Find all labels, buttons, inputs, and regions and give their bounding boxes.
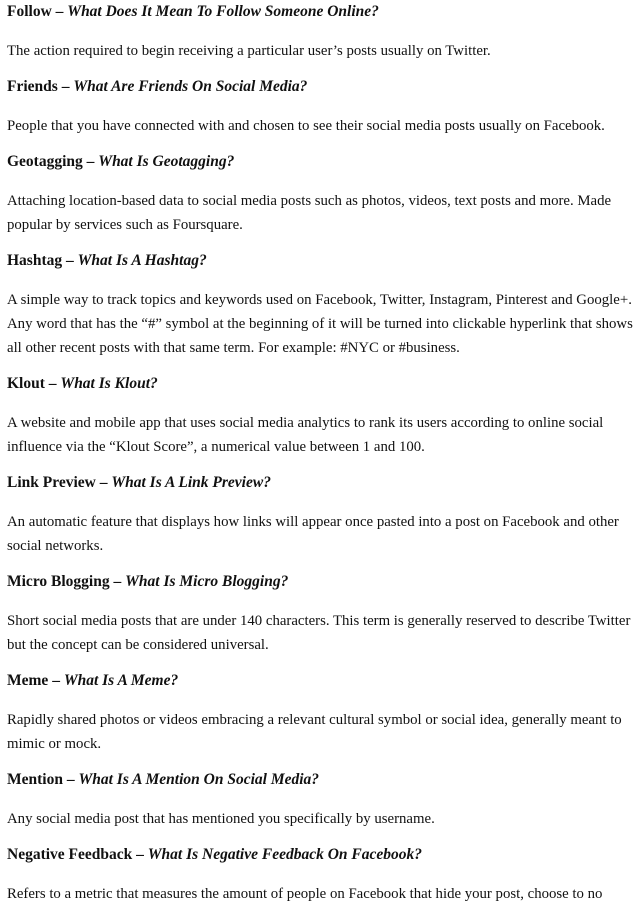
glossary-entry-friends <box>7 77 635 138</box>
term-name: Klout <box>7 375 45 392</box>
term-separator: – <box>48 375 57 392</box>
term-separator: – <box>66 771 75 788</box>
term-question: What Are Friends On Social Media? <box>73 78 308 95</box>
glossary-entry-negative-feedback <box>7 845 635 906</box>
term-heading <box>7 2 635 22</box>
term-definition: Refers to a metric that measures the amount of people on Facebook that hide your post, choose to no <box>7 886 603 902</box>
term-separator: – <box>113 573 122 590</box>
term-separator: – <box>61 78 70 95</box>
term-name: Micro Blogging <box>7 573 110 590</box>
term-definition: Short social media posts that are under 140 characters. This term is generally reserved to describe Twitter but the concept can be considered universal. <box>7 613 631 653</box>
term-name: Meme <box>7 672 49 689</box>
term-heading <box>7 671 635 691</box>
term-definition: People that you have connected with and chosen to see their social media posts usually on Facebook. <box>7 118 605 134</box>
term-definition: A website and mobile app that uses social media analytics to rank its users according to online social influence via the “Klout Score”, a numerical value between 1 and 100. <box>7 415 604 455</box>
term-heading <box>7 152 635 172</box>
glossary-entry-micro-blogging <box>7 572 635 657</box>
glossary-entry-klout <box>7 374 635 459</box>
term-definition: Any social media post that has mentioned you specifically by username. <box>7 811 435 827</box>
term-separator: – <box>52 672 60 689</box>
term-name: Mention <box>7 771 63 788</box>
term-name: Negative Feedback <box>7 846 133 863</box>
term-heading <box>7 77 635 97</box>
term-separator: – <box>99 474 108 491</box>
term-question: What Is Geotagging? <box>98 153 235 170</box>
term-question: What Is A Meme? <box>63 672 179 689</box>
term-definition: An automatic feature that displays how links will appear once pasted into a post on Facebook and other social networks. <box>7 514 619 554</box>
term-question: What Is A Hashtag? <box>77 252 207 269</box>
term-heading <box>7 473 635 493</box>
term-question: What Is A Mention On Social Media? <box>78 771 320 788</box>
term-name: Hashtag <box>7 252 63 269</box>
glossary-entry-geotagging <box>7 152 635 237</box>
term-separator: – <box>86 153 95 170</box>
term-question: What Is Micro Blogging? <box>125 573 289 590</box>
term-heading <box>7 251 635 271</box>
glossary-entry-mention <box>7 770 635 831</box>
term-separator: – <box>66 252 74 269</box>
term-question: What Is Klout? <box>60 375 158 392</box>
term-question: What Does It Mean To Follow Someone Online? <box>67 3 379 20</box>
glossary-entry-follow <box>7 2 635 63</box>
term-separator: – <box>136 846 144 863</box>
term-definition: Rapidly shared photos or videos embracing a relevant cultural symbol or social idea, generally meant to mimic or mock. <box>7 712 622 752</box>
term-name: Link Preview <box>7 474 96 491</box>
term-heading <box>7 572 635 592</box>
glossary-page <box>7 0 635 920</box>
term-name: Follow <box>7 3 52 20</box>
term-question: What Is A Link Preview? <box>111 474 271 491</box>
term-question: What Is Negative Feedback On Facebook? <box>147 846 422 863</box>
term-definition: A simple way to track topics and keywords used on Facebook, Twitter, Instagram, Pinterest and Google+. Any word that has the “#” symbol at the beginning of it will be turned into clickable hyperlink that shows all other recent posts with that same term. For example: #NYC or #business. <box>7 292 633 356</box>
term-definition: The action required to begin receiving a particular user’s posts usually on Twitter. <box>7 43 491 59</box>
term-separator: – <box>55 3 64 20</box>
term-name: Friends <box>7 78 58 95</box>
term-heading <box>7 770 635 790</box>
term-heading <box>7 845 635 865</box>
term-definition: Attaching location-based data to social media posts such as photos, videos, text posts and more. Made popular by services such as Foursquare. <box>7 193 612 233</box>
term-heading <box>7 374 635 394</box>
glossary-entry-meme <box>7 671 635 756</box>
glossary-entry-hashtag <box>7 251 635 360</box>
glossary-entry-link-preview <box>7 473 635 558</box>
term-name: Geotagging <box>7 153 83 170</box>
